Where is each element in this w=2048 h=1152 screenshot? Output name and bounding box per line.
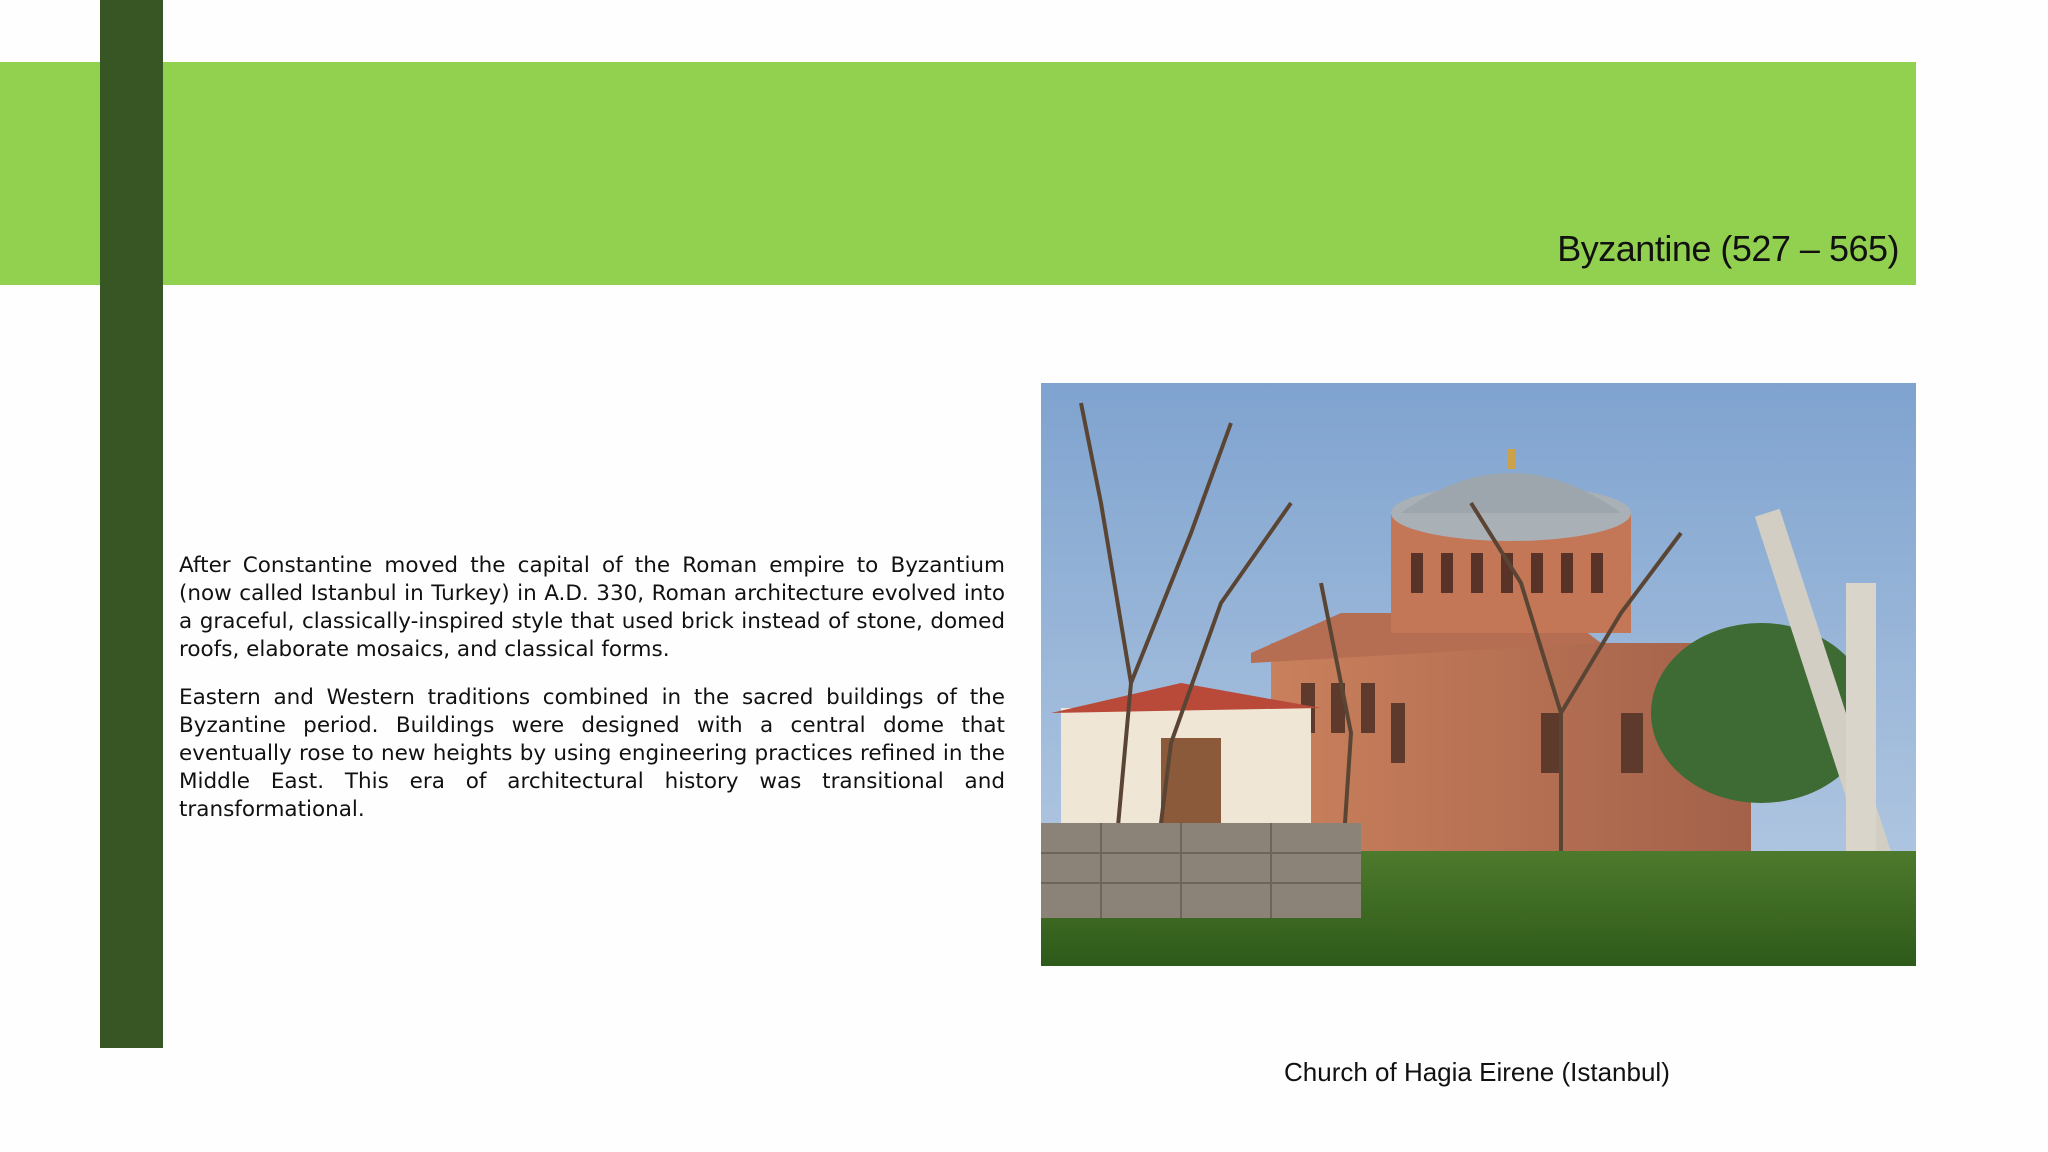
image-caption: Church of Hagia Eirene (Istanbul) xyxy=(1284,1057,1670,1087)
paragraph-1: After Constantine moved the capital of the Roman empire to Byzantium (now called Istanbul in Turkey) in A.D. 330, Roman architecture evolved into a graceful, classically-inspired style that used brick instead of stone, domed roofs, elaborate mosaics, and classical forms. xyxy=(179,553,1005,662)
church-photo xyxy=(1041,383,1916,966)
paragraph-2: Eastern and Western traditions combined in the sacred buildings of the Byzantine period. Buildings were designed with a central dome that eventually rose to new heights by using engineering practices refined in the Middle East. This era of architectural history was transitional and transformational. xyxy=(179,685,1005,822)
body-text xyxy=(179,552,1005,844)
accent-bar xyxy=(100,0,163,1048)
slide-title: Byzantine (527 – 565) xyxy=(1557,228,1899,269)
